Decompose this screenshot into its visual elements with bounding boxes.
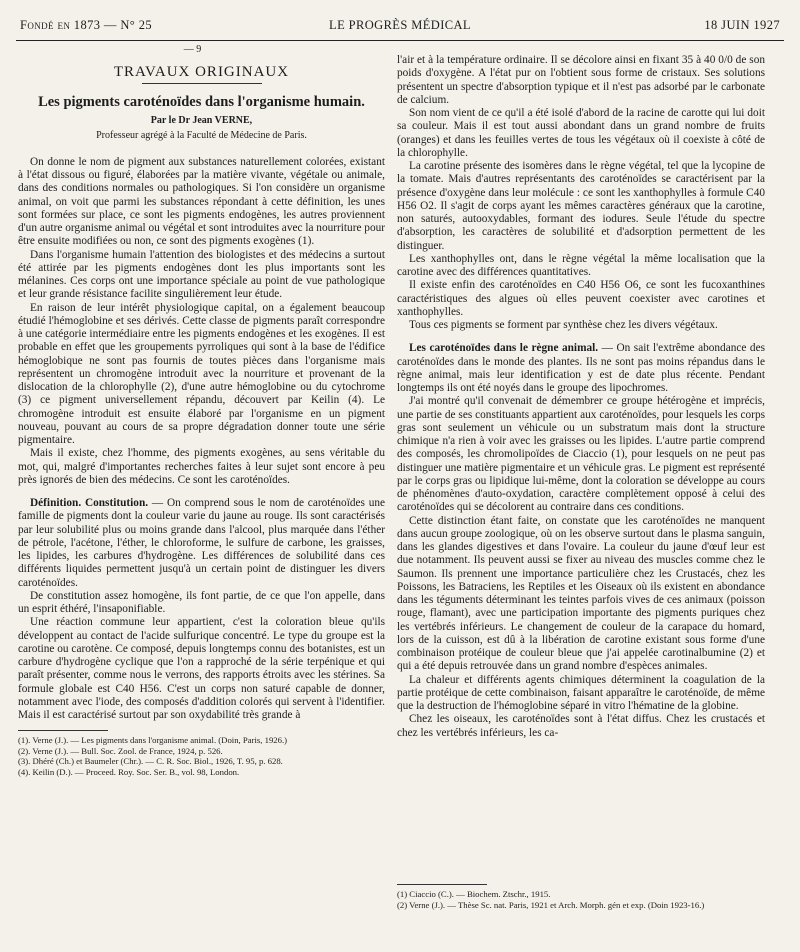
footnote-rule [18, 730, 108, 731]
paragraph: Les xanthophylles ont, dans le règne végétal la même localisation que la carotine avec des différences quantitatives. [397, 252, 765, 278]
paragraph: On donne le nom de pigment aux substances naturellement colorées, existant à l'état dissous ou figuré, élaborées par la matière vivante, végétale ou animale, dans des conditions normales ou pathologiques. Si l'on considère un organisme animal, on voit que parmi les substances répondant à cette définition, les unes sont formées sur place, ce sont les pigments endogènes, les autres proviennent d'un autre organisme animal ou végétal et sont introduites avec la nourriture pour être ensuite modifiées ou non, ce sont des pigments exogènes (1). [18, 155, 385, 248]
paragraph-text: — On comprend sous le nom de caroténoïdes une famille de pigments dont la couleur varie du jaune au rouge. Ils sont caractérisés par leur solubilité plus ou moins grande dans l'alcool, plus marquée dans l'éther de pétrole, l'acétone, l'éther, le chloroforme, le sulfure de carbone, les graisses, les lipides, les carbures d'hydrogène. Les différences de solubilité dans ces différents liquides permettent jusqu'à un certain point de distinguer les divers caroténoïdes. [18, 497, 386, 589]
subheading-definition: Définition. Constitution. [30, 497, 149, 509]
article-title: Les pigments caroténoïdes dans l'organisme humain. [38, 94, 365, 111]
paragraph: De constitution assez homogène, ils font partie, de ce que l'on appelle, dans un esprit éthéré, l'insaponifiable. [18, 589, 385, 615]
footnote: (3). Dhéré (Ch.) et Baumeler (Chr.). — C. R. Soc. Biol., 1926, T. 95, p. 628. [18, 756, 283, 767]
paragraph: Son nom vient de ce qu'il a été isolé d'abord de la racine de carotte qui lui doit sa couleur. Mais il est tout aussi abondant dans un grand nombre de fruits (oranges) et dans les feuilles vertes de tous les végétaux où il coexiste à côté de la chlorophylle. [397, 107, 765, 159]
left-column [18, 54, 385, 777]
section-heading: TRAVAUX ORIGINAUX [113, 64, 290, 80]
header-rule [16, 40, 784, 41]
paragraph: Cette distinction étant faite, on constate que les caroténoïdes ne manquent dans aucun groupe zoologique, où on les observe surtout dans le plasma sanguin, dans les glandes digestives et dans l'ovaire. La couleur du jaune d'œuf leur est due notamment. Ils peuvent aussi se fixer au niveau des muscles comme chez le Saumon. Ils prennent une importance particulière chez les Crustacés, chez les Poissons, les Batraciens, les Reptiles et les Oiseaux où ils existent en abondance dans les téguments déterminant les teintes parfois vives de ces animaux (poisson rouge, flamant), avec une participation importante des pigments puriques chez les vertébrés inférieurs. Le changement de couleur de la carapace du homard, lors de la cuisson, est dû à la libération de carotine existant sous forme d'une combinaison protéique de couleur bleue que j'ai appelée carotinalbumine (2) et qui a été depuis retrouvée dans un grand nombre d'espèces animales. [397, 514, 765, 673]
affiliation: Professeur agrégé à la Faculté de Médecine de Paris. [96, 129, 307, 141]
paragraph: J'ai montré qu'il convenait de démembrer ce groupe hétérogène et imprécis, une partie de ses constituants appartient aux caroténoïdes, pour lesquels les corps gras sont seulement un véhicule ou un substratum mais dont la structure chimique n'a rien à voir avec les graisses ou les lipides. L'autre partie comprend des composés, les chromolipoïdes de Ciaccio (1), pour lesquels on ne peut pas distinguer une matière pigmentaire et un véhicule gras. Le pigment est représenté par le corps gras ou lipidique lui-même, dont la coloration se développe au cours de phénomènes d'auto-oxydation, caractère complètement opposé à celui des caroténoïdes qui se décolorent au contraire dans ces conditions. [397, 395, 765, 514]
founding-issue: Fondé en 1873 — N° 25 [20, 18, 152, 32]
paragraph: Chez les oiseaux, les caroténoïdes sont à l'état diffus. Chez les crustacés et chez les vertébrés inférieurs, les ca- [397, 713, 765, 739]
subheading-animal-kingdom: Les caroténoïdes dans le règne animal. [409, 342, 599, 355]
paragraph: Mais il existe, chez l'homme, des pigments exogènes, au sens véritable du mot, qui, malgré d'importantes recherches faites à leur sujet sont encore à peu près ignorés de bien des médecins. Ce sont les caroténoïdes. [18, 447, 385, 486]
paragraph-definition [18, 497, 385, 590]
paragraph: En raison de leur intérêt physiologique capital, on a également beaucoup étudié l'hémoglobine et ses dérivés. Cette classe de pigments paraît correspondre à une catégorie intermédiaire entre les pigments endogènes et les exogènes. Il est probable en effet que les groupements pyrroliques qui sont à la base de l'édifice hémoglobique ne sont pas fournis de toutes pièces dans l'organisme mais représentent un chromogène introduit avec la nourriture et provenant de la dislocation de la chlorophylle (2), d'une autre hémoglobine ou du cytochrome (3) ce pigment universellement répandu, découvert par Keilin (4). Le chromogène introduit est ensuite élaboré par l'organisme en un pigment nouveau, pouvant au cours de sa propre dégradation donner toute une série pigmentaire. [18, 301, 385, 446]
paragraph: La carotine présente des isomères dans le règne végétal, tel que la lycopine de la tomate. Mais d'autres représentants des caroténoïdes se caractérisent par la présence d'oxygène dans leur molécule : ce sont les xanthophylles à formule C40 H56 O2. Il s'agit de corps ayant les mêmes caractères généraux que la carotine, non saturés, autooxydables, formant des iodures. Seule l'étude du spectre d'absorption, les caractères de solubilité et d'adsorption permettent de les distinguer. [397, 160, 765, 252]
footnotes-right [397, 889, 765, 910]
footnotes-right-block [397, 876, 765, 910]
paragraph: Il existe enfin des caroténoïdes en C40 H56 O6, ce sont les fucoxanthines caractéristiques des algues où elles peuvent coexister avec carotines et xanthophylles. [397, 279, 765, 318]
footnotes-left [18, 735, 385, 777]
paragraph-animal-kingdom [397, 342, 765, 395]
running-head [16, 18, 784, 38]
footnote: (4). Keilin (D.). — Proceed. Roy. Soc. Ser. B., vol. 98, London. [18, 766, 240, 777]
paragraph: La chaleur et différents agents chimiques déterminent la coagulation de la partie protéique de cette combinaison, faisant apparaître le caroténoïde, de même que la destruction de l'hémoglobine séparé in vitro l'hématine de la globine. [397, 673, 765, 712]
byline: Par le Dr Jean VERNE, [150, 115, 253, 127]
paragraph: Tous ces pigments se forment par synthèse chez les divers végétaux. [409, 319, 718, 331]
footnote: (1) Ciaccio (C.). — Biochem. Ztschr., 1915. [397, 889, 551, 899]
heading-rule [142, 83, 262, 84]
footnote-rule [397, 884, 487, 885]
footnote: (1). Verne (J.). — Les pigments dans l'organisme animal. (Doin, Paris, 1926.) [18, 735, 288, 746]
footnote: (2). Verne (J.). — Bull. Soc. Zool. de France, 1924, p. 526. [18, 745, 223, 756]
footnote: (2) Verne (J.). — Thèse Sc. nat. Paris, 1921 et Arch. Morph. gén et exp. (Doin 1923-16.) [397, 899, 705, 910]
page-number: — 9 [183, 44, 202, 55]
paragraph: Dans l'organisme humain l'attention des biologistes et des médecins a surtout été attirée par les pigments endogènes dont les plus importants sont les mélanines. Ces corps ont une importance spéciale au point de vue pathologique et leur grande résistance facilite singulièrement leur étude. [18, 248, 385, 301]
journal-title: LE PROGRÈS MÉDICAL [329, 18, 471, 32]
paragraph: Une réaction commune leur appartient, c'est la coloration bleue qu'ils développent au contact de l'acide sulfurique concentré. Le type du groupe est la carotine ou carotène. Ce composé, depuis longtemps connu des botanistes, est un carbure d'hydrogène cyclique que l'on a rapproché de la série terpénique et qui paraît présenter, comme nous le verrons, des rapports étroits avec les stérines. Sa formule globale est C40 H56. C'est un corps non saturé capable de donner, notamment avec l'iode, des composés d'addition colorés qui servent à l'identifier. Mais il est caractérisé surtout par son oxydabilité très grande à [18, 616, 385, 721]
issue-date: 18 JUIN 1927 [704, 18, 780, 32]
right-column [397, 54, 765, 740]
paragraph: l'air et à la température ordinaire. Il se décolore ainsi en fixant 35 à 40 0/0 de son poids d'oxygène. A l'état pur on l'obtient sous forme de cristaux. Ses solutions présentent un spectre d'absorption typique et il n'est pas adsorbé par le carbonate de calcium. [397, 54, 765, 106]
paragraph-text: — On sait l'extrême abondance des caroténoïdes dans le monde des plantes. Ils ne sont pas moins répandus dans le règne animal, mais leur identification y est de date plus récente. Pendant longtemps ils ont été noyés dans le groupe des lipochromes. [397, 342, 765, 394]
